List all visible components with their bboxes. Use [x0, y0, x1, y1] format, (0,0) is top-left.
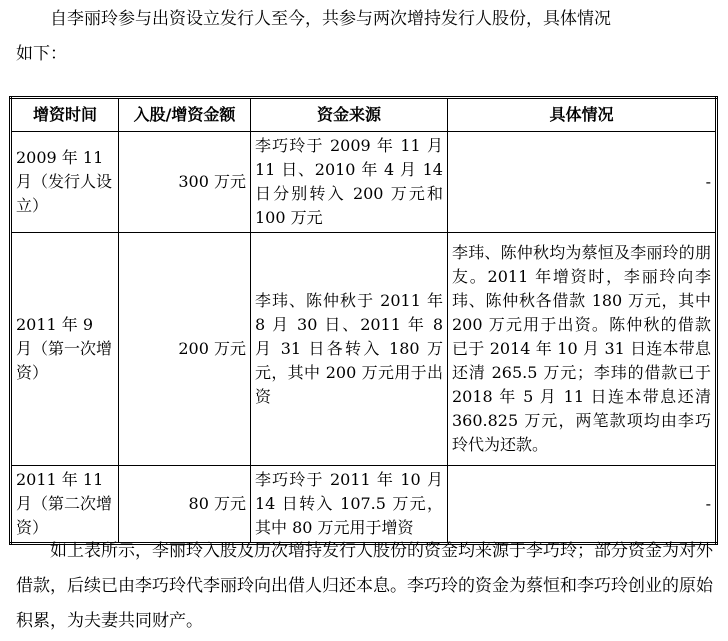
cell-amount: 300 万元: [119, 132, 251, 233]
cell-time: 2011 年 11 月（第二次增资）: [11, 466, 119, 544]
header-fund-source: 资金来源: [251, 98, 448, 132]
cell-time: 2011 年 9 月（第一次增资）: [11, 233, 119, 466]
cell-detail: 李玮、陈仲秋均为蔡恒及李丽玲的朋友。2011 年增资时，李丽玲向李玮、陈仲秋各借款 180 万元，其中 200 万元用于出资。陈仲秋的借款已于 2014 年 10 月 31 日连本带息还清 265.5 万元；李玮的借款已于 2018 年 5 月 11 日连本带息还清 360.825 万元，两笔款项均由李巧玲代为还款。: [448, 233, 717, 466]
cell-source: 李玮、陈仲秋于 2011 年 8 月 30 日、2011 年 8 月 31 日各转入 180 万元，其中 200 万元用于出资: [251, 233, 448, 466]
header-increase-time: 增资时间: [11, 98, 119, 132]
cell-source: 李巧玲于 2011 年 10 月 14 日转入 107.5 万元，其中 80 万元用于增资: [251, 466, 448, 544]
intro-line-1: 自李丽玲参与出资设立发行人至今，共参与两次增持发行人股份，具体情况: [50, 9, 611, 29]
table-row: [11, 132, 717, 233]
cell-detail: -: [448, 466, 717, 544]
cell-amount: 80 万元: [119, 466, 251, 544]
header-amount: 入股/增资金额: [119, 98, 251, 132]
table-row: [11, 466, 717, 544]
cell-amount: 200 万元: [119, 233, 251, 466]
cell-time: 2009 年 11 月（发行人设立）: [11, 132, 119, 233]
capital-source-table: [9, 96, 718, 545]
intro-paragraph: [16, 2, 716, 72]
cell-source: 李巧玲于 2009 年 11 月 11 日、2010 年 4 月 14 日分别转入 200 万元和 100 万元: [251, 132, 448, 233]
conclusion-paragraph: 如上表所示，李丽玲入股及历次增持发行人股份的资金均来源于李巧玲；部分资金为对外借款，后续已由李巧玲代李丽玲向出借人归还本息。李巧玲的资金为蔡恒和李巧玲创业的原始积累，为夫妻共同财产。: [16, 541, 713, 631]
cell-detail: -: [448, 132, 717, 233]
header-details: 具体情况: [448, 98, 717, 132]
intro-line-2: 如下：: [16, 44, 67, 64]
table-header-row: [11, 98, 717, 132]
table-row: [11, 233, 717, 466]
